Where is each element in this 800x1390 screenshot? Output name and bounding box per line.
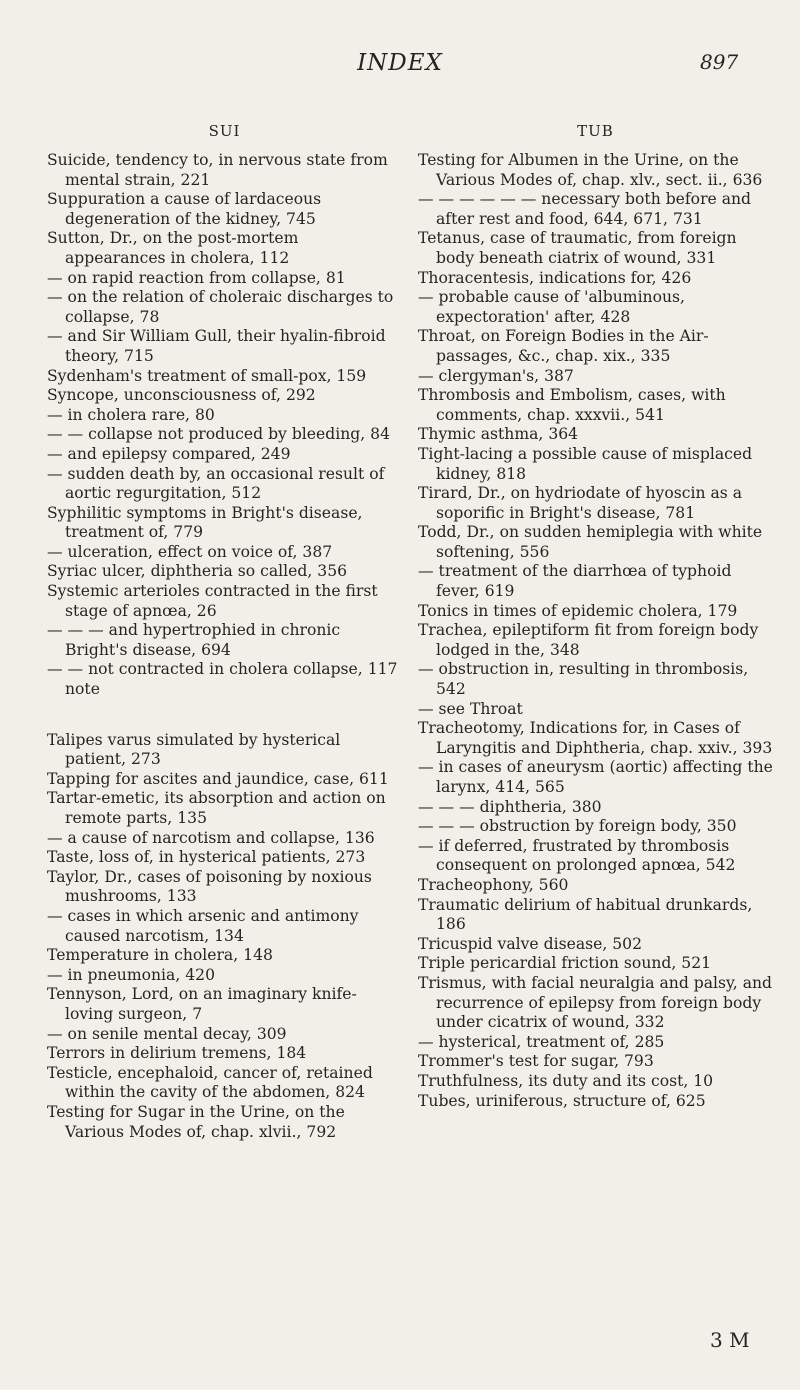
- index-entry: Systemic arterioles contracted in the first stage of apnœa, 26: [47, 582, 378, 620]
- index-entry: Tirard, Dr., on hydriodate of hyoscin as a soporific in Bright's disease, 781: [418, 484, 743, 522]
- index-entry: — — — diphtheria, 380: [418, 797, 602, 816]
- index-entry: Sydenham's treatment of small-pox, 159: [47, 366, 367, 385]
- index-entry: — — — — — — necessary both before and after rest and food, 644, 671, 731: [418, 190, 752, 228]
- index-entry: Thoracentesis, indications for, 426: [418, 268, 692, 287]
- index-entry: Suppuration a cause of lardaceous degeneration of the kidney, 745: [47, 190, 322, 228]
- left-column: [47, 122, 402, 1142]
- index-entry: Tapping for ascites and jaundice, case, 611: [47, 769, 389, 788]
- index-entry: — on the relation of choleraic discharges to collapse, 78: [47, 288, 394, 326]
- index-entry: — if deferred, frustrated by thrombosis consequent on prolonged apnœa, 542: [418, 836, 736, 875]
- index-entry: Suicide, tendency to, in nervous state from mental strain, 221: [47, 151, 388, 189]
- index-entry: — in pneumonia, 420: [47, 965, 216, 984]
- index-entry: Todd, Dr., on sudden hemiplegia with white softening, 556: [418, 523, 763, 561]
- index-entry: — — not contracted in cholera collapse, 117 note: [47, 660, 398, 699]
- index-entry: Triple pericardial friction sound, 521: [418, 954, 712, 973]
- index-entry: Thrombosis and Embolism, cases, with comments, chap. xxxvii., 541: [418, 386, 726, 424]
- index-entry: Tennyson, Lord, on an imaginary knife-loving surgeon, 7: [47, 985, 357, 1023]
- index-entry: Trismus, with facial neuralgia and palsy, and recurrence of epilepsy from foreign body under cicatrix of wound, 332: [418, 973, 773, 1032]
- running-head-title: INDEX: [357, 50, 443, 76]
- index-entry: — sudden death by, an occasional result of aortic regurgitation, 512: [47, 464, 385, 503]
- index-entry: — ulceration, effect on voice of, 387: [47, 542, 333, 561]
- index-entry: Trachea, epileptiform fit from foreign body lodged in the, 348: [418, 621, 759, 659]
- index-entry: Tubes, uriniferous, structure of, 625: [418, 1091, 706, 1110]
- index-entry: Truthfulness, its duty and its cost, 10: [418, 1071, 714, 1090]
- index-entry: — cases in which arsenic and antimony caused narcotism, 134: [47, 906, 359, 945]
- index-entry: Taylor, Dr., cases of poisoning by noxious mushrooms, 133: [47, 867, 372, 906]
- index-entry: — treatment of the diarrhœa of typhoid fever, 619: [418, 562, 732, 601]
- left-column-heading: SUI: [208, 122, 241, 140]
- index-entry: Thymic asthma, 364: [418, 425, 579, 444]
- index-entry: Trommer's test for sugar, 793: [418, 1052, 654, 1071]
- index-entry: Talipes varus simulated by hysterical patient, 273: [47, 730, 341, 769]
- index-entry: Tonics in times of epidemic cholera, 179: [418, 601, 738, 620]
- right-column-heading: TUB: [577, 122, 614, 140]
- index-entry: Sutton, Dr., on the post-mortem appearances in cholera, 112: [47, 229, 299, 267]
- index-entry: Syphilitic symptoms in Bright's disease, treatment of, 779: [47, 503, 363, 542]
- index-entry: Tartar-emetic, its absorption and action on remote parts, 135: [47, 789, 386, 827]
- index-entry: Terrors in delirium tremens, 184: [47, 1044, 307, 1063]
- index-entry: — in cases of aneurysm (aortic) affecting the larynx, 414, 565: [418, 758, 773, 796]
- right-column: [418, 122, 773, 1111]
- index-entry: — probable cause of 'albuminous, expectoration' after, 428: [418, 288, 685, 326]
- index-entry: Tracheotomy, Indications for, in Cases of Laryngitis and Diphtheria, chap. xxiv., 393: [418, 719, 773, 757]
- index-entry: — on rapid reaction from collapse, 81: [47, 268, 346, 287]
- index-entry: Testing for Albumen in the Urine, on the Various Modes of, chap. xlv., sect. ii., 636: [418, 151, 763, 189]
- index-entry: Tracheophony, 560: [418, 875, 569, 894]
- index-entry: — see Throat: [418, 699, 523, 718]
- index-entry: Testing for Sugar in the Urine, on the Various Modes of, chap. xlvii., 792: [47, 1102, 345, 1141]
- index-entry: Tight-lacing a possible cause of misplaced kidney, 818: [418, 444, 753, 483]
- index-entry: Tricuspid valve disease, 502: [418, 934, 643, 953]
- index-entry: — a cause of narcotism and collapse, 136: [47, 828, 375, 847]
- index-entry: — — — obstruction by foreign body, 350: [418, 817, 737, 836]
- index-entry: — on senile mental decay, 309: [47, 1024, 287, 1043]
- index-entry: Temperature in cholera, 148: [47, 946, 273, 965]
- index-entry: Testicle, encephaloid, cancer of, retained within the cavity of the abdomen, 824: [47, 1063, 373, 1102]
- index-entry: — — — and hypertrophied in chronic Bright's disease, 694: [47, 621, 341, 659]
- index-entry: Throat, on Foreign Bodies in the Air-passages, &c., chap. xix., 335: [418, 327, 709, 365]
- index-entry: — and Sir William Gull, their hyalin-fibroid theory, 715: [47, 327, 386, 365]
- index-entry: Taste, loss of, in hysterical patients, 273: [47, 848, 366, 867]
- page-number: 897: [700, 50, 739, 74]
- signature-mark: 3 M: [710, 1328, 750, 1352]
- index-entry: — obstruction in, resulting in thrombosis, 542: [418, 660, 749, 699]
- index-entry: — and epilepsy compared, 249: [47, 444, 291, 463]
- index-entry: — in cholera rare, 80: [47, 405, 215, 424]
- index-entry: — hysterical, treatment of, 285: [418, 1032, 665, 1051]
- index-entry: Syncope, unconsciousness of, 292: [47, 386, 316, 405]
- index-entry: — — collapse not produced by bleeding, 84: [47, 425, 390, 444]
- index-entry: — clergyman's, 387: [418, 366, 574, 385]
- index-entry: Tetanus, case of traumatic, from foreign body beneath ciatrix of wound, 331: [418, 229, 737, 267]
- index-entry: Syriac ulcer, diphtheria so called, 356: [47, 562, 348, 581]
- index-entry: Traumatic delirium of habitual drunkards, 186: [418, 895, 753, 934]
